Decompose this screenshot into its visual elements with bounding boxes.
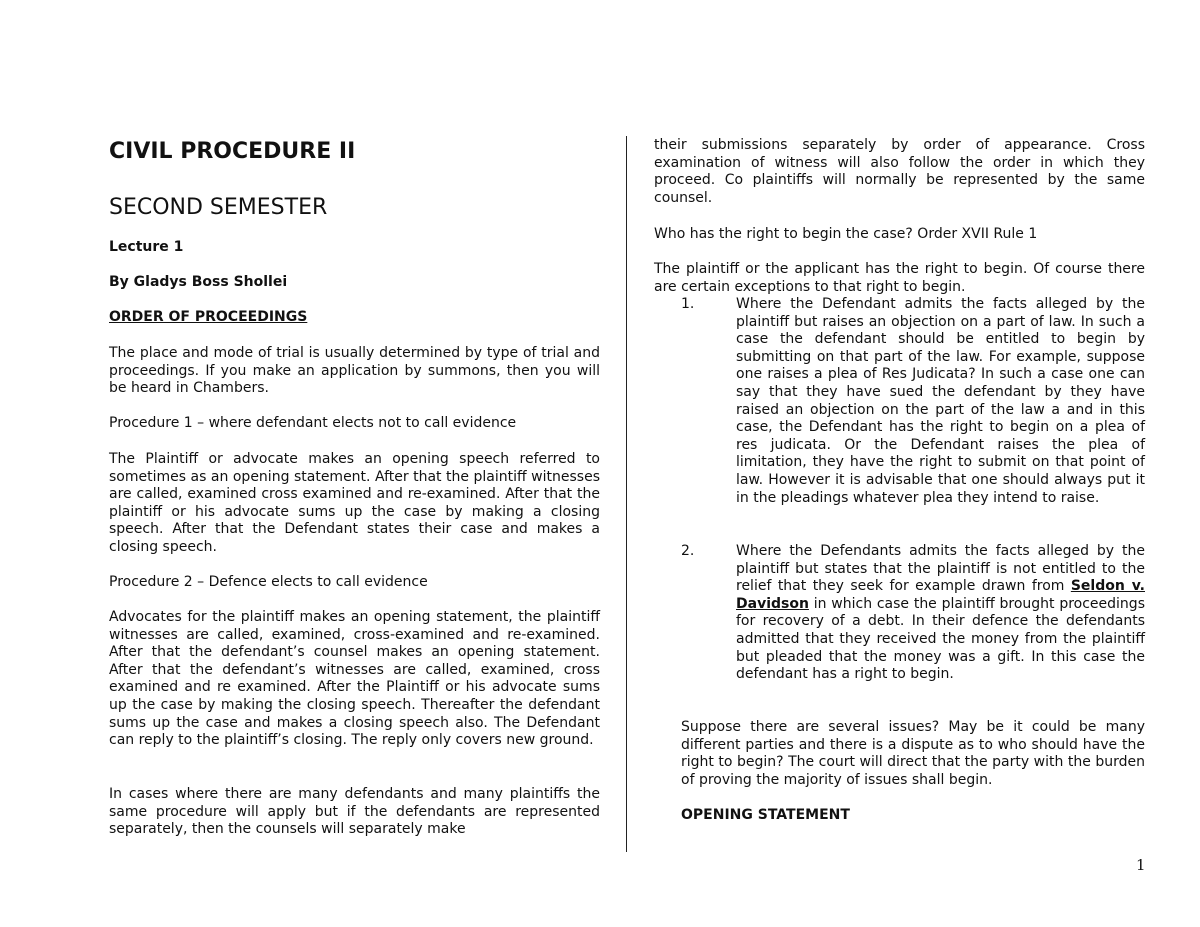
- paragraph-place-and-mode: The place and mode of trial is usually determined by type of trial and proceedings. If you make an application by summons, then you will be heard in Chambers.: [109, 345, 600, 397]
- procedure-2-heading: Procedure 2 – Defence elects to call evidence: [109, 574, 428, 590]
- question-right-to-begin: Who has the right to begin the case? Order XVII Rule 1: [654, 226, 1038, 242]
- page-number: 1: [1136, 856, 1146, 874]
- document-title: CIVIL PROCEDURE II: [109, 139, 356, 164]
- list-item-text: [736, 543, 1145, 684]
- procedure-1-heading: Procedure 1 – where defendant elects not to call evidence: [109, 415, 517, 431]
- list-item-number: 1.: [681, 296, 695, 312]
- document-subtitle: SECOND SEMESTER: [109, 195, 328, 220]
- list-item-number: 2.: [681, 543, 695, 559]
- paragraph-procedure-1: The Plaintiff or advocate makes an opening speech referred to sometimes as an opening statement. After that the plaintiff witnesses are called, examined cross examined and re-examined. After that the plaintiff or his advocate sums up the case by making a closing speech. After that the Defendant states their case and makes a closing speech.: [109, 451, 600, 555]
- section-heading-opening-statement: OPENING STATEMENT: [681, 807, 850, 823]
- paragraph-several-issues: Suppose there are several issues? May be it could be many different parties and there is a dispute as to who should have the right to begin? The court will direct that the party with the burden of proving the majority of issues shall begin.: [681, 719, 1145, 788]
- paragraph-many-defendants: In cases where there are many defendants and many plaintiffs the same procedure will apply but if the defendants are represented separately, then the counsels will separately make: [109, 786, 600, 838]
- list-item-text: Where the Defendant admits the facts alleged by the plaintiff but raises an objection on a part of law. In such a case the defendant should be entitled to begin by submitting on that part of the law. For example, suppose one raises a plea of Res Judicata? In such a case one can say that they have sued the defendant by they have raised an objection on the part of the law a and in this case, the Defendant has the right to begin on a plea of res judicata. Or the Defendant raises the plea of limitation, they have the right to submit on that point of law. However it is advisable that one should always put it in the pleadings whatever plea they intend to raise.: [736, 296, 1145, 506]
- list-item-text-before: Where the Defendants admits the facts alleged by the plaintiff but states that the plaintiff is not entitled to the relief that they seek for example drawn from: [736, 543, 1145, 595]
- lecture-label: Lecture 1: [109, 239, 184, 255]
- paragraph-procedure-2: Advocates for the plaintiff makes an opening statement, the plaintiff witnesses are called, examined, cross-examined and re-examined. After that the defendant’s counsel makes an opening statement. After that the defendant’s witnesses are called, examined, cross examined and re examined. After the Plaintiff or his advocate sums up the case by making the closing speech. Thereafter the defendant sums up the case and makes a closing speech also. The Defendant can reply to the plaintiff’s closing. The reply only covers new ground.: [109, 609, 600, 749]
- column-divider: [626, 136, 627, 852]
- paragraph-plaintiff-begins: The plaintiff or the applicant has the right to begin. Of course there are certain exceptions to that right to begin.: [654, 261, 1145, 295]
- list-item-text-after: in which case the plaintiff brought proceedings for recovery of a debt. In their defence the defendants admitted that they received the money from the plaintiff but pleaded that the money was a gift. In this case the defendant has a right to begin.: [736, 595, 1145, 683]
- paragraph-submissions: their submissions separately by order of appearance. Cross examination of witness will also follow the order in which they proceed. Co plaintiffs will normally be represented by the same counsel.: [654, 137, 1145, 206]
- section-heading-order-of-proceedings: ORDER OF PROCEEDINGS: [109, 309, 308, 325]
- author-line: By Gladys Boss Shollei: [109, 274, 288, 290]
- case-citation: Seldon v. Davidson: [736, 578, 1145, 612]
